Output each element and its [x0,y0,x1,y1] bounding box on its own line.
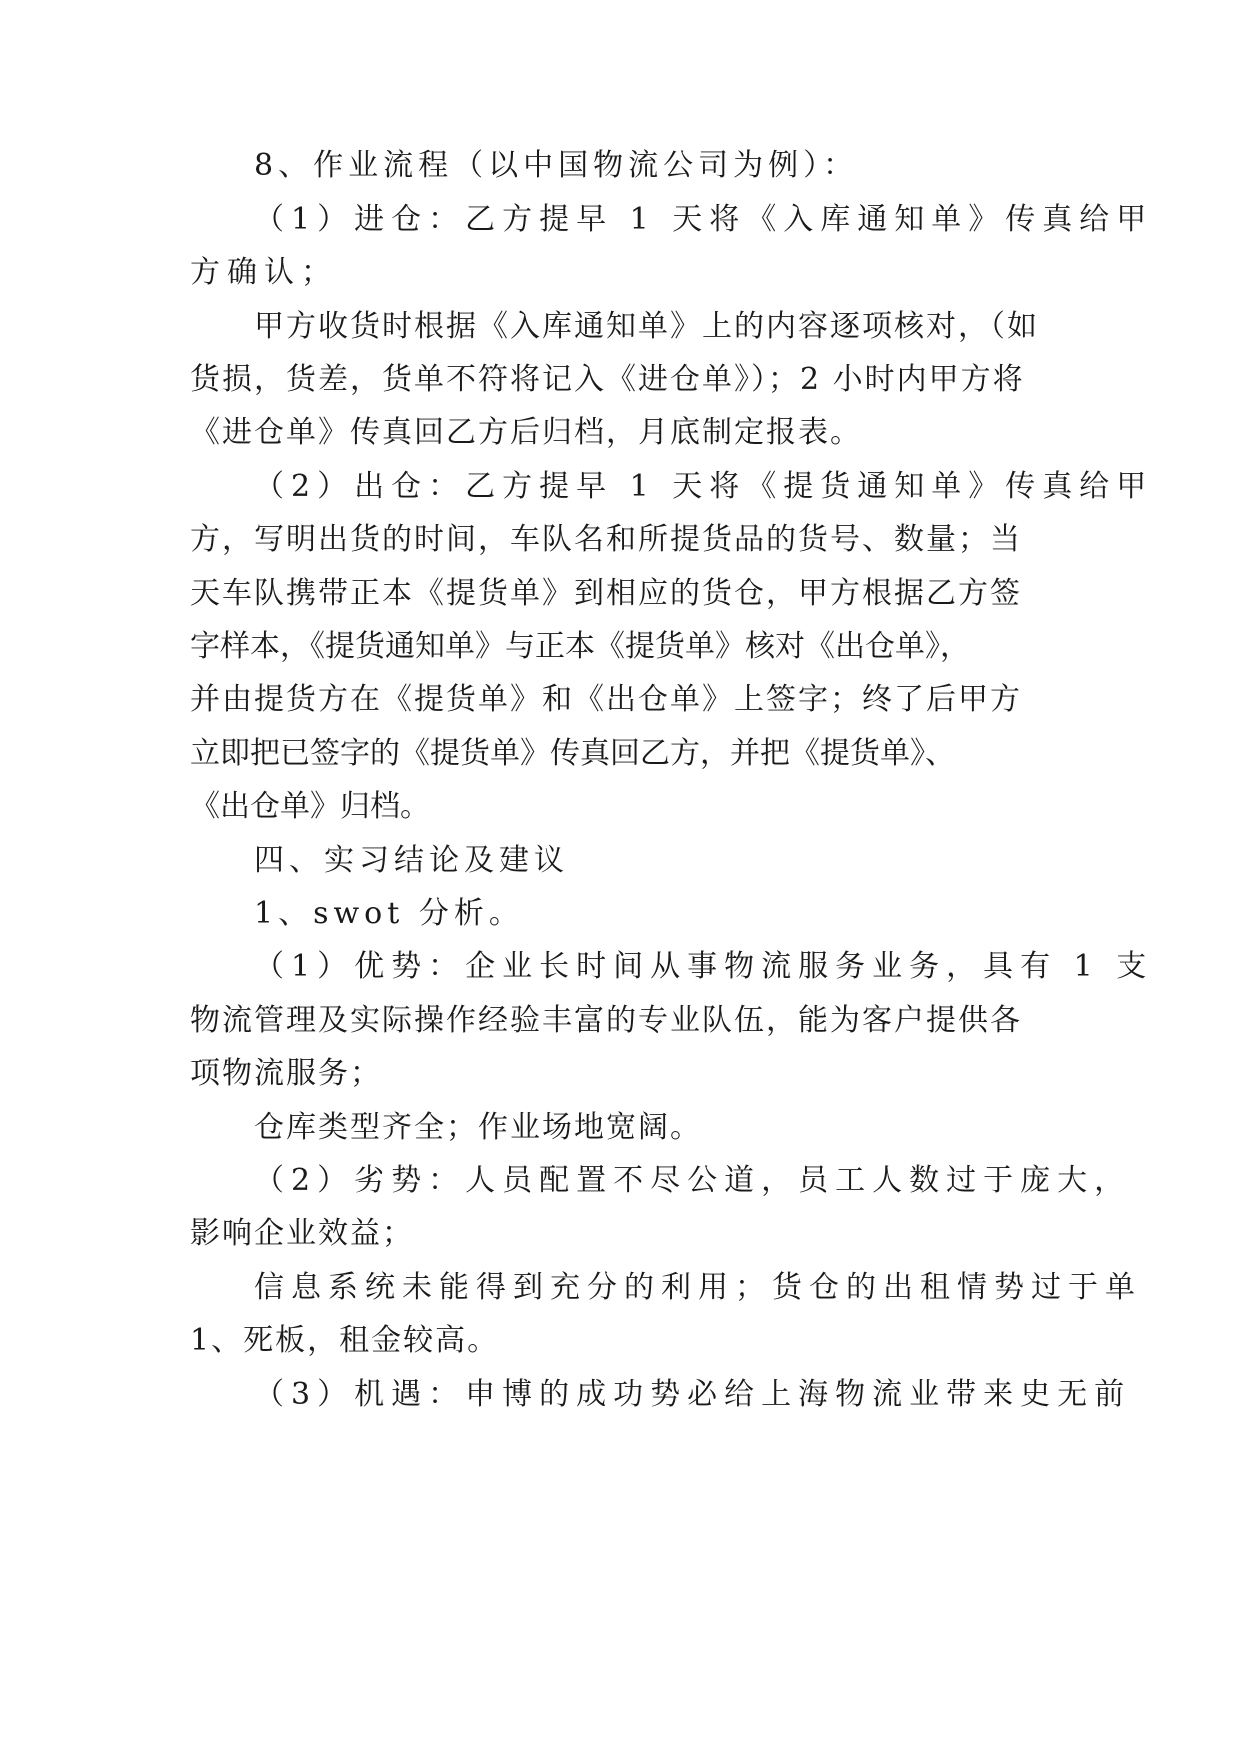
paragraph-outbound-line-1: （2）出仓：乙方提早 1 天将《提货通知单》传真给甲 [254,469,1154,504]
subheading-swot: 1、swot 分析。 [254,896,524,931]
paragraph-receiving-line-2: 货损，货差，货单不符将记入《进仓单》）；2 小时内甲方将 [190,362,1025,397]
paragraph-strengths-line-3: 项物流服务； [190,1056,382,1091]
paragraph-opportunities-line-1: （3）机遇：申博的成功势必给上海物流业带来史无前 [254,1377,1132,1412]
paragraph-outbound-line-3: 天车队携带正本《提货单》到相应的货仓，甲方根据乙方签 [190,576,1022,611]
paragraph-strengths-line-2: 物流管理及实际操作经验丰富的专业队伍，能为客户提供各 [190,1003,1022,1038]
section-heading-conclusions: 四、实习结论及建议 [254,843,569,878]
paragraph-outbound-line-4: 字样本，《提货通知单》与正本《提货单》核对《出仓单》， [190,629,970,664]
paragraph-outbound-line-6: 立即把已签字的《提货单》传真回乙方，并把《提货单》、 [190,736,955,771]
paragraph-heading-workflow: 8、作业流程（以中国物流公司为例）： [254,148,859,183]
paragraph-information-line-1: 信息系统未能得到充分的利用；货仓的出租情势过于单 [254,1270,1142,1305]
paragraph-inbound-line-1: （1）进仓：乙方提早 1 天将《入库通知单》传真给甲 [254,202,1154,237]
paragraph-weaknesses-line-2: 影响企业效益； [190,1216,414,1251]
paragraph-outbound-line-2: 方，写明出货的时间，车队名和所提货品的货号、数量；当 [190,522,1022,557]
paragraph-warehouse: 仓库类型齐全；作业场地宽阔。 [254,1110,702,1145]
paragraph-inbound-line-2: 方确认； [190,255,338,290]
paragraph-information-line-2: 1、死板，租金较高。 [190,1323,500,1358]
paragraph-receiving-line-3: 《进仓单》传真回乙方后归档，月底制定报表。 [190,415,862,450]
paragraph-outbound-line-5: 并由提货方在《提货单》和《出仓单》上签字；终了后甲方 [190,682,1022,717]
paragraph-weaknesses-line-1: （2）劣势：人员配置不尽公道，员工人数过于庞大， [254,1163,1132,1198]
paragraph-strengths-line-1: （1）优势：企业长时间从事物流服务业务，具有 1 支 [254,949,1154,984]
paragraph-outbound-line-7: 《出仓单》归档。 [190,789,430,824]
paragraph-receiving-line-1: 甲方收货时根据《入库通知单》上的内容逐项核对，（如 [254,309,1039,344]
